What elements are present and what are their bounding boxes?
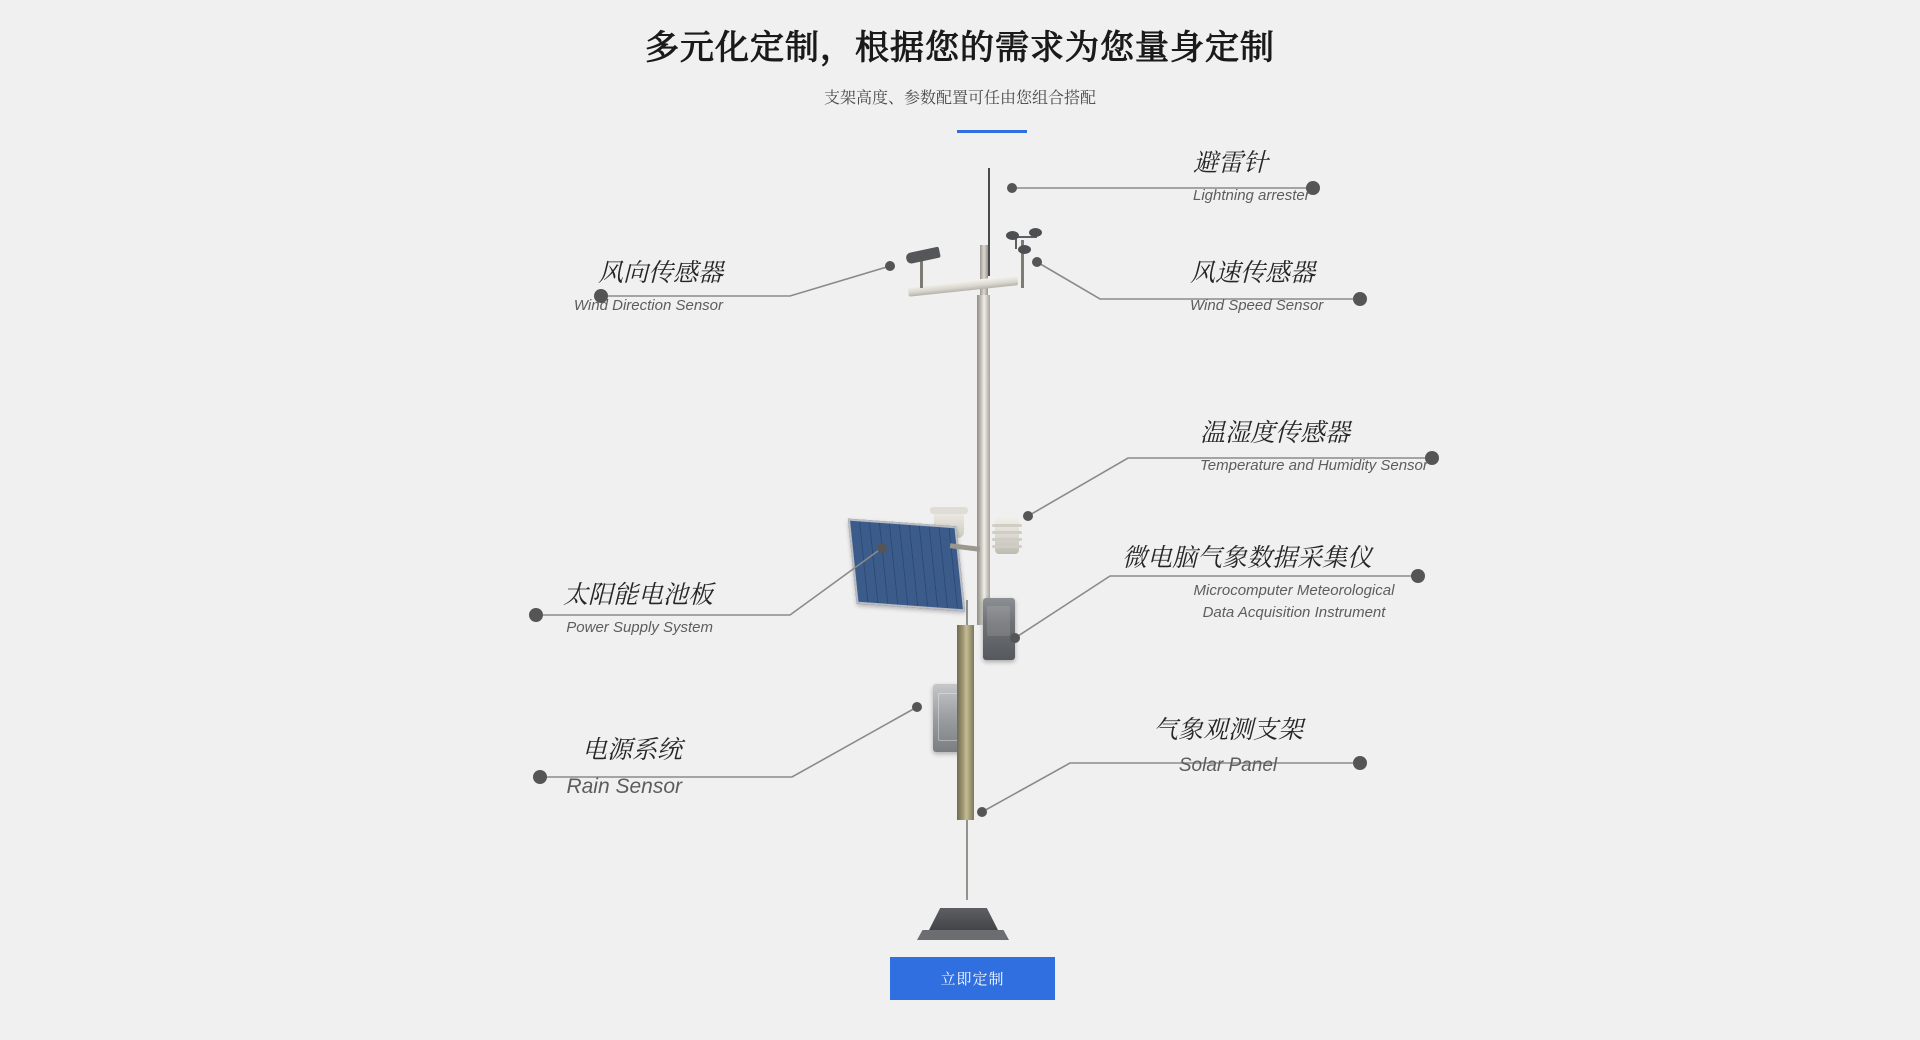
callout-temperature-humidity-sensor xyxy=(1200,418,1428,477)
callout-label-cn: 微电脑气象数据采集仪 xyxy=(1122,544,1373,572)
customize-now-button[interactable]: 立即定制 xyxy=(890,957,1055,1000)
leader-endpoint-dot xyxy=(1353,292,1367,306)
leader-endpoint-dot xyxy=(1353,756,1367,770)
callout-label-en: Solar Panel xyxy=(1178,755,1278,777)
callout-label-cn: 风速传感器 xyxy=(1190,259,1316,287)
callout-label-en: Microcomputer Meteorological Data Acquisition Instrument xyxy=(1193,582,1395,621)
page-title: 多元化定制，根据您的需求为您量身定制 xyxy=(645,29,1275,67)
leader-endpoint-dot xyxy=(1032,257,1042,267)
callout-label-en: Power Supply System xyxy=(566,619,713,637)
callout-wind-speed-sensor xyxy=(1190,258,1323,317)
callout-label-en: Rain Sensor xyxy=(566,775,682,799)
leader-endpoint-dot xyxy=(1010,633,1020,643)
callout-label-cn: 气象观测支架 xyxy=(1152,716,1303,744)
callout-label-en: Wind Speed Sensor xyxy=(1190,297,1324,315)
callout-wind-direction-sensor xyxy=(393,258,723,317)
leader-endpoint-dot xyxy=(877,543,887,553)
callout-label-cn: 温湿度传感器 xyxy=(1200,419,1351,447)
callout-label-en: Wind Direction Sensor xyxy=(573,297,723,315)
callout-label-en: Temperature and Humidity Sensor xyxy=(1200,457,1428,475)
callout-observation-bracket xyxy=(1128,715,1328,780)
leader-endpoint-dot xyxy=(1007,183,1017,193)
page-subtitle: 支架高度、参数配置可任由您组合搭配 xyxy=(823,90,1096,107)
callout-data-acquisition-instrument xyxy=(1122,543,1422,624)
leader-endpoint-dot xyxy=(912,702,922,712)
callout-rain-sensor xyxy=(317,735,682,803)
leader-endpoint-dot xyxy=(1023,511,1033,521)
callout-label-en: Lightning arrester xyxy=(1193,187,1310,205)
callout-label-cn: 太阳能电池板 xyxy=(562,581,713,609)
callout-label-cn: 避雷针 xyxy=(1193,149,1269,177)
leader-endpoint-dot xyxy=(885,261,895,271)
callout-lightning-arrester xyxy=(1193,148,1310,207)
callout-solar-power-supply xyxy=(343,580,713,639)
leader-endpoint-dot xyxy=(977,807,987,817)
callout-label-cn: 电源系统 xyxy=(581,736,682,764)
callout-label-cn: 风向传感器 xyxy=(597,259,723,287)
